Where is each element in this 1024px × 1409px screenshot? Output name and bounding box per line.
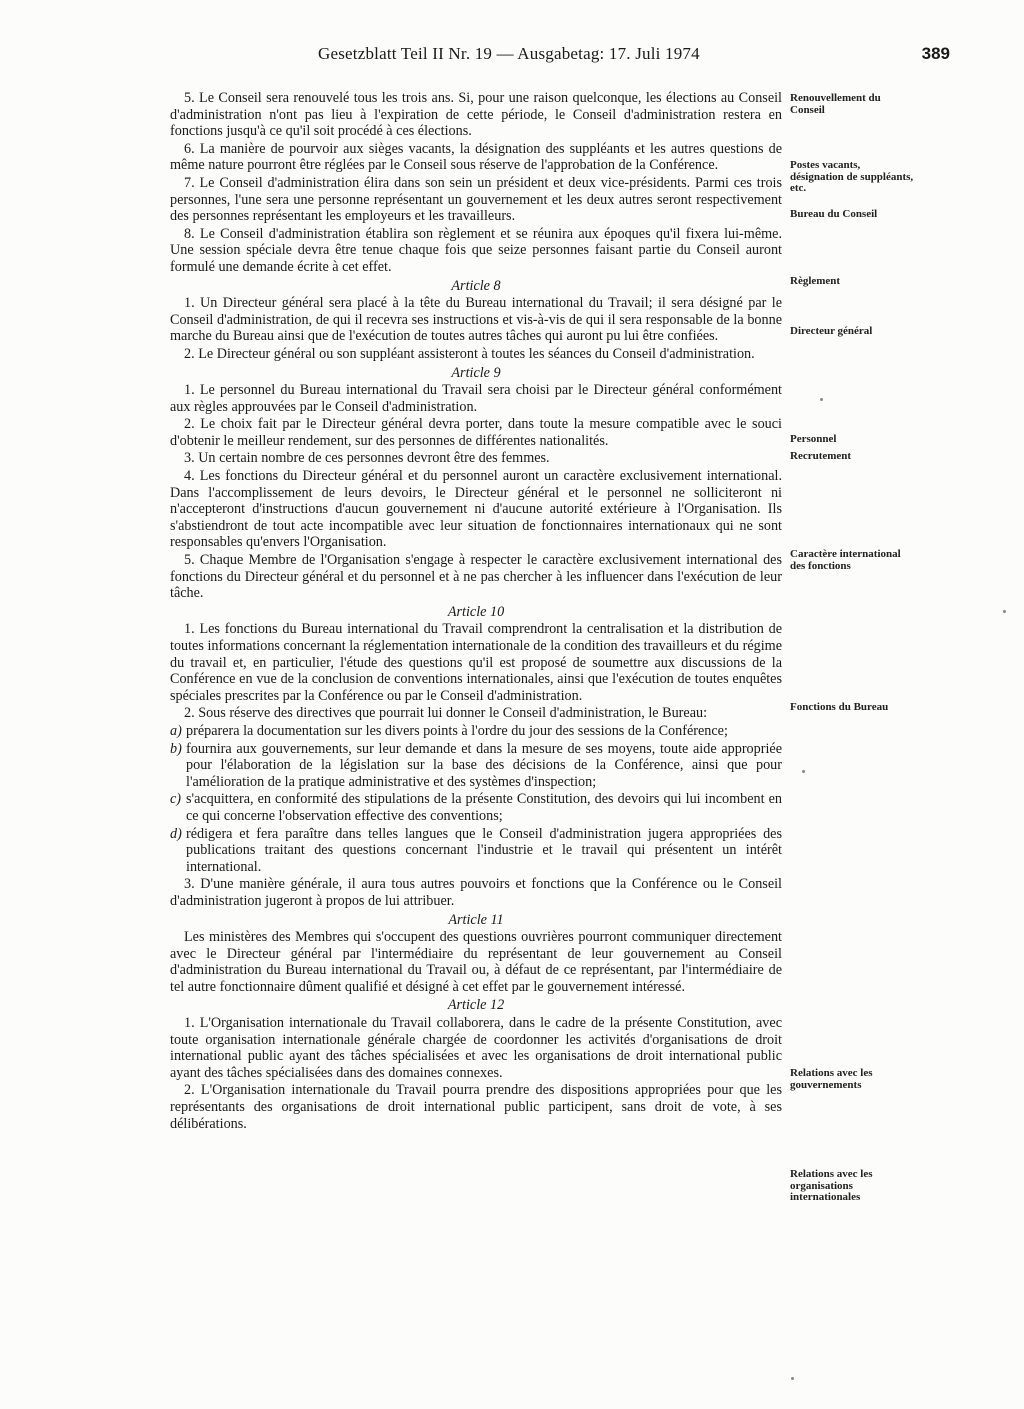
article-10-paragraph-2: 2. Sous réserve des directives que pourrait lui donner le Conseil d'administration, le Bureau: bbox=[184, 705, 708, 722]
article-9-paragraph-1: 1. Le personnel du Bureau international du Travail sera choisi par le Directeur général conformément aux règles approuvées par le Conseil d'administration. bbox=[170, 382, 782, 415]
scan-speck bbox=[802, 770, 805, 773]
article-10-paragraph-1: 1. Les fonctions du Bureau international du Travail comprendront la centralisation et la distribution de toutes informations concernant la réglementation internationale de la condition des travailleurs et du régime du travail et, en particulier, l'étude des questions qu'il est proposé de soumettre aux discussions de la Conférence en vue de la conclusion de conventions internationales, ainsi que l'exécution de toutes enquêtes spéciales prescrites par la Conférence ou par le Conseil d'administration. bbox=[170, 621, 782, 704]
article-11-paragraph-1: Les ministères des Membres qui s'occupent des questions ouvrières pourront communiquer directement avec le Directeur général par l'intermédiaire du représentant de leur gouvernement au Conseil d'administration du Bureau international du Travail ou, à défaut de ce représentant, par l'intermédiaire de tel autre fonctionnaire dûment qualifié et désigné à cet effet par le gouvernement intéressé. bbox=[170, 929, 782, 995]
margin-note-recrutement: Recrutement bbox=[790, 450, 852, 462]
paragraph-8: 8. Le Conseil d'administration établira son règlement et se réunira aux époques qu'il fixera lui-même. Une session spéciale devra être tenue chaque fois que seize personnes faisant partie du Conseil auront formulé une demande écrite à cet effet. bbox=[170, 225, 782, 275]
item-label: a) bbox=[170, 722, 182, 739]
article-9-paragraph-4: 4. Les fonctions du Directeur général et du personnel auront un caractère exclusivement international. Dans l'accomplissement de leurs devoirs, le Directeur général et le personnel ne solliciteront ni n'accepteront d'instructions d'aucun gouvernement ni d'aucune autorité extérieure à l'Organisation. Ils s'abstiendront de tout acte incompatible avec leur situation de fonctionnaires internationaux qui ne sont responsables qu'envers l'Organisation. bbox=[170, 468, 782, 551]
article-9-paragraph-2: 2. Le choix fait par le Directeur général devra porter, dans toute la mesure compatible avec le souci d'obtenir le meilleur rendement, sur des personnes de différentes nationalités. bbox=[170, 416, 782, 449]
item-label: b) bbox=[170, 740, 182, 757]
article-10-item-c bbox=[170, 791, 782, 824]
article-9-heading: Article 9 bbox=[451, 364, 501, 381]
page-number: 389 bbox=[921, 44, 950, 63]
margin-note-relations-gouv: Relations avec les gouvernements bbox=[790, 1067, 873, 1091]
article-10-heading: Article 10 bbox=[447, 603, 505, 620]
scan-speck bbox=[820, 398, 823, 401]
paragraph-6: 6. La manière de pourvoir aux sièges vacants, la désignation des suppléants et les autres questions de même nature pourront être réglées par le Conseil sous réserve de l'approbation de la Conférence. bbox=[170, 140, 782, 174]
margin-note-relations-org: Relations avec les organisations internationales bbox=[790, 1168, 873, 1203]
paragraph-5: 5. Le Conseil sera renouvelé tous les trois ans. Si, pour une raison quelconque, les élections au Conseil d'administration n'ont pas lieu à l'expiration de cette période, le Conseil d'administration restera en fonctions jusqu'à ce qu'il soit procédé à ces élections. bbox=[170, 90, 782, 140]
margin-note-directeur: Directeur général bbox=[790, 325, 873, 337]
article-10-item-d bbox=[170, 826, 782, 876]
article-12-heading: Article 12 bbox=[447, 997, 505, 1014]
article-10-item-a bbox=[170, 723, 782, 740]
page-header bbox=[168, 44, 988, 70]
scan-speck bbox=[1003, 610, 1006, 613]
margin-note-reglement: Règlement bbox=[790, 275, 841, 287]
margin-note-postes: Postes vacants, désignation de suppléants, etc. bbox=[790, 159, 914, 194]
article-10-paragraph-3: 3. D'une manière générale, il aura tous autres pouvoirs et fonctions que la Conférence ou le Conseil d'administration jugeront à propos de lui attribuer. bbox=[170, 876, 782, 909]
paragraph-7: 7. Le Conseil d'administration élira dans son sein un président et deux vice-présidents. Parmi ces trois personnes, l'une sera une personne représentant un gouvernement et les deux autres seront respectivement des personnes représentant les employeurs et les travailleurs. bbox=[170, 174, 782, 225]
scan-speck bbox=[791, 1377, 794, 1380]
main-text-column bbox=[170, 90, 782, 1133]
item-text: fournira aux gouvernements, sur leur demande et dans la mesure de ses moyens, toute aide appropriée pour l'élaboration de la législation sur la base des décisions de la Conférence, ainsi que pour l'amélioration de la pratique administrative et des systèmes d'inspection; bbox=[186, 740, 782, 790]
header-title: Gesetzblatt Teil II Nr. 19 — Ausgabetag: 17. Juli 1974 bbox=[318, 44, 700, 63]
article-12-paragraph-1: 1. L'Organisation internationale du Travail collaborera, dans le cadre de la présente Constitution, avec toute organisation internationale générale chargée de coordonner les activités d'organisations de droit international public ayant des tâches spécialisées et avec les organisations de droit international public ayant des tâches spécialisées dans des domaines connexes. bbox=[170, 1015, 782, 1081]
item-text: s'acquittera, en conformité des stipulations de la présente Constitution, des devoirs qui lui incombent en ce qui concerne l'observation effective des conventions; bbox=[186, 791, 782, 824]
item-text: préparera la documentation sur les divers points à l'ordre du jour des sessions de la Conférence; bbox=[186, 722, 728, 739]
article-8-paragraph-2: 2. Le Directeur général ou son suppléant assisteront à toutes les séances du Conseil d'administration. bbox=[184, 345, 755, 362]
item-text: rédigera et fera paraître dans telles langues que le Conseil d'administration jugera appropriées des publications traitant des questions concernant l'industrie et le travail qui présentent un intérêt international. bbox=[186, 825, 782, 875]
item-label: c) bbox=[170, 791, 182, 808]
article-9-paragraph-3: 3. Un certain nombre de ces personnes devront être des femmes. bbox=[184, 450, 550, 467]
article-9-paragraph-5: 5. Chaque Membre de l'Organisation s'engage à respecter le caractère exclusivement international des fonctions du Directeur général et du personnel et à ne pas chercher à les influencer dans l'exécution de leur tâche. bbox=[170, 552, 782, 602]
margin-note-caractere: Caractère international des fonctions bbox=[790, 548, 901, 572]
article-8-heading: Article 8 bbox=[451, 277, 501, 294]
article-11-heading: Article 11 bbox=[448, 911, 504, 928]
article-10-item-b bbox=[170, 741, 782, 791]
margin-note-renouvellement: Renouvellement du Conseil bbox=[790, 92, 881, 116]
article-8-paragraph-1: 1. Un Directeur général sera placé à la tête du Bureau international du Travail; il sera désigné par le Conseil d'administration, de qui il recevra ses instructions et vis-à-vis de qui il sera responsable de la bonne marche du Bureau ainsi que de l'exécution de toutes autres tâches qui auront pu lui être confiées. bbox=[170, 295, 782, 345]
margin-note-fonctions-bureau: Fonctions du Bureau bbox=[790, 701, 889, 713]
article-12-paragraph-2: 2. L'Organisation internationale du Travail pourra prendre des dispositions appropriées pour que les représentants des organisations de droit international public participent, sans droit de vote, à ses délibérations. bbox=[170, 1082, 782, 1132]
margin-note-personnel: Personnel bbox=[790, 433, 837, 445]
margin-note-bureau-conseil: Bureau du Conseil bbox=[790, 208, 878, 220]
item-label: d) bbox=[170, 825, 182, 842]
